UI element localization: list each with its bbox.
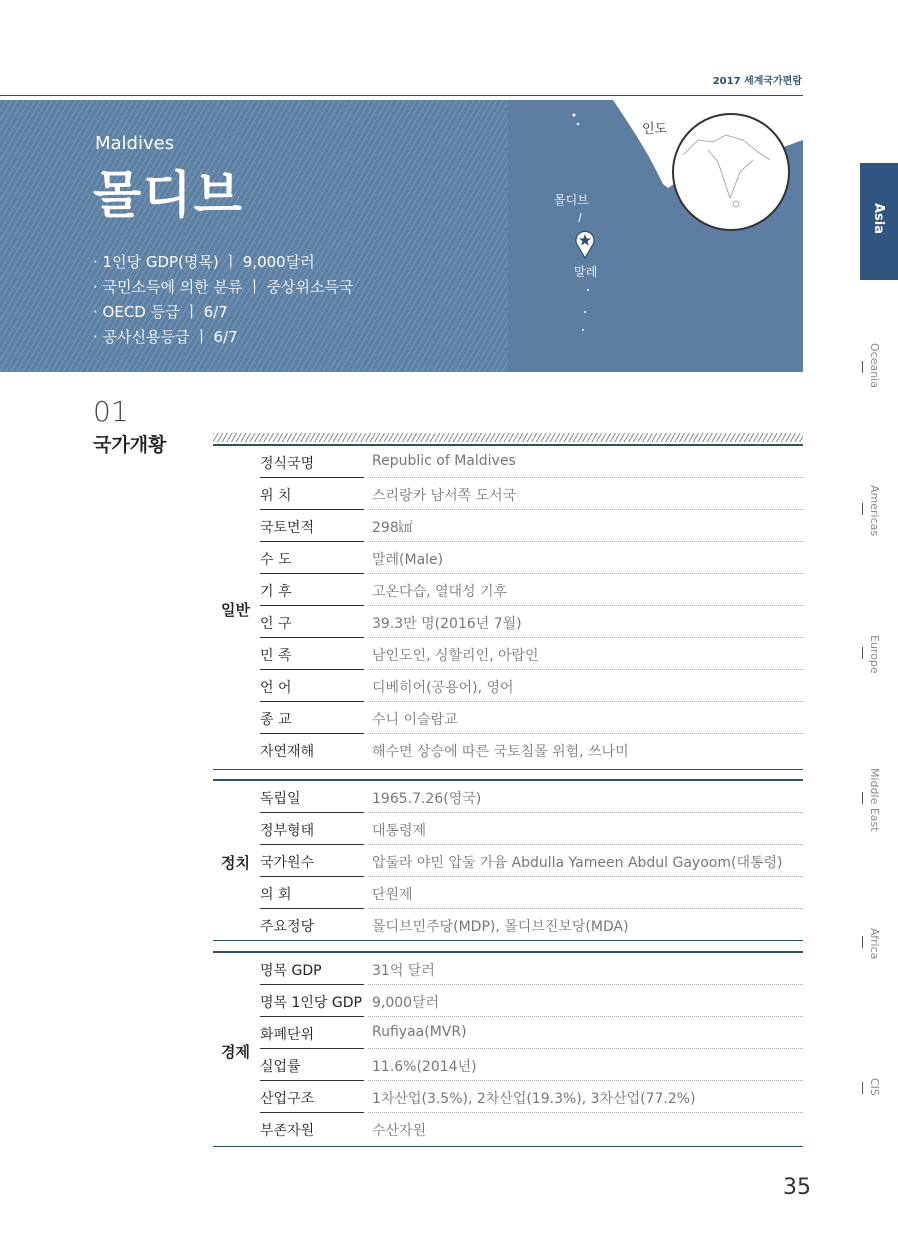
- tab-tick: [862, 647, 863, 659]
- row-key: 정부형태: [260, 823, 315, 839]
- row-value: 31억 달러: [372, 963, 435, 979]
- info-row: [260, 542, 803, 574]
- island-dot: [577, 123, 579, 125]
- row-key: 부존자원: [260, 1123, 315, 1139]
- row-key: 국토면적: [260, 520, 315, 536]
- row-key: 종 교: [260, 712, 292, 728]
- header-rule: [0, 95, 803, 96]
- row-value: 수산자원: [372, 1123, 427, 1139]
- row-key: 실업률: [260, 1059, 301, 1075]
- info-row: [260, 1113, 803, 1145]
- row-value: 몰디브민주당(MDP), 몰디브진보당(MDA): [372, 919, 629, 935]
- info-row: [260, 702, 803, 734]
- globe-inset: [673, 114, 789, 230]
- section-title: 국가개황: [93, 434, 167, 456]
- row-value: 해수면 상승에 따른 국토침몰 위험, 쓰나미: [372, 744, 629, 760]
- row-value: 고온다습, 열대성 기후: [372, 584, 508, 600]
- row-value: 1차산업(3.5%), 2차산업(19.3%), 3차산업(77.2%): [372, 1091, 696, 1107]
- info-row: [260, 985, 803, 1017]
- side-tab-label: Europe: [868, 635, 881, 674]
- side-tab-label: Africa: [868, 928, 881, 960]
- info-row: [260, 1081, 803, 1113]
- info-row: [260, 1049, 803, 1081]
- row-key: 위 치: [260, 488, 292, 504]
- row-key: 화폐단위: [260, 1027, 315, 1043]
- side-tab-label: Oceania: [868, 343, 881, 388]
- info-row: [260, 1017, 803, 1049]
- map-label-maldives: 몰디브: [554, 193, 589, 207]
- row-value: 디베히어(공용어), 영어: [372, 680, 514, 696]
- row-key: 수 도: [260, 552, 292, 568]
- row-key: 민 족: [260, 648, 292, 664]
- row-value: Republic of Maldives: [372, 453, 516, 469]
- info-row: [260, 574, 803, 606]
- row-value: 압둘라 야민 압둘 가윰 Abdulla Yameen Abdul Gayoom(대통령): [372, 855, 783, 871]
- row-value: 298㎢: [372, 520, 413, 536]
- tab-tick: [862, 792, 863, 804]
- section-hatch-bar: [213, 433, 803, 442]
- row-key: 인 구: [260, 616, 292, 632]
- row-key: 정식국명: [260, 456, 315, 472]
- row-key: 주요정당: [260, 919, 315, 935]
- stat-gdp-per-capita: · 1인당 GDP(명목) ㅣ 9,000달러: [93, 253, 315, 271]
- group-bottom-rule: [213, 769, 803, 770]
- info-row: [260, 478, 803, 510]
- country-stats: [93, 250, 353, 350]
- row-key: 자연재해: [260, 744, 315, 760]
- header-title: 2017 세계국가편람: [712, 76, 802, 87]
- group-label: 정치: [221, 854, 250, 872]
- info-row: [260, 877, 803, 909]
- row-value: 수니 이슬람교: [372, 712, 458, 728]
- info-row: [260, 734, 803, 766]
- info-row: [260, 813, 803, 845]
- side-tab-asia[interactable]: [860, 163, 898, 280]
- country-english-name: Maldives: [95, 133, 175, 154]
- capital-pin-icon: [576, 214, 594, 232]
- island-dot: [573, 114, 576, 117]
- group-label: 경제: [221, 1043, 250, 1061]
- island-dot: [584, 311, 586, 313]
- map-graphic: [508, 100, 803, 372]
- row-value: 39.3만 명(2016년 7월): [372, 616, 522, 632]
- info-group-general: [213, 444, 803, 770]
- info-row: [260, 510, 803, 542]
- row-value: 1965.7.26(영국): [372, 791, 482, 807]
- stat-income-class: · 국민소득에 의한 분류 ㅣ 중상위소득국: [93, 278, 354, 296]
- atoll-line: [579, 213, 581, 222]
- row-value: 남인도인, 싱할리인, 아랍인: [372, 648, 539, 664]
- tab-tick: [862, 361, 863, 373]
- row-value: 9,000달러: [372, 995, 440, 1011]
- info-row: [260, 446, 803, 478]
- tab-tick: [862, 1082, 863, 1094]
- country-korean-name: 몰디브: [93, 166, 244, 224]
- info-row: [260, 606, 803, 638]
- tab-tick: [862, 936, 863, 948]
- row-key: 명목 1인당 GDP: [260, 995, 362, 1011]
- row-value: 11.6%(2014년): [372, 1059, 477, 1075]
- side-tab-label: Asia: [871, 203, 886, 235]
- row-key: 명목 GDP: [260, 963, 322, 979]
- island-dot: [587, 289, 589, 291]
- row-value: 단원제: [372, 887, 413, 903]
- stat-credit-grade: · 공사신용등급 ㅣ 6/7: [93, 328, 238, 346]
- group-bottom-rule: [213, 940, 803, 941]
- group-bottom-rule: [213, 1146, 803, 1147]
- row-key: 산업구조: [260, 1091, 315, 1107]
- page-number: 35: [783, 1175, 811, 1200]
- row-key: 언 어: [260, 680, 292, 696]
- group-label: 일반: [221, 601, 250, 619]
- island-dot: [582, 329, 584, 331]
- info-group-politics: [213, 779, 803, 941]
- row-value: 대통령제: [372, 823, 427, 839]
- side-tab-label: Middle East: [868, 768, 881, 832]
- row-value: Rufiyaa(MVR): [372, 1024, 467, 1040]
- info-row: [260, 670, 803, 702]
- info-row: [260, 638, 803, 670]
- side-tab-label: Americas: [868, 485, 881, 537]
- location-map: [508, 100, 803, 372]
- row-key: 기 후: [260, 584, 292, 600]
- row-key: 의 회: [260, 887, 292, 903]
- info-group-economy: [213, 951, 803, 1147]
- info-row: [260, 909, 803, 941]
- map-label-male: 말레: [574, 265, 598, 279]
- row-value: 말레(Male): [372, 552, 444, 568]
- row-key: 국가원수: [260, 855, 315, 871]
- info-row: [260, 845, 803, 877]
- section-number: 01: [93, 395, 129, 428]
- row-value: 스리랑카 남서쪽 도서국: [372, 488, 517, 504]
- tab-tick: [862, 503, 863, 515]
- side-tab-label: CIS: [868, 1078, 881, 1096]
- row-key: 독립일: [260, 791, 301, 807]
- info-row: [260, 781, 803, 813]
- info-row: [260, 953, 803, 985]
- stat-oecd-grade: · OECD 등급 ㅣ 6/7: [93, 303, 228, 321]
- map-label-india: 인도: [642, 122, 668, 137]
